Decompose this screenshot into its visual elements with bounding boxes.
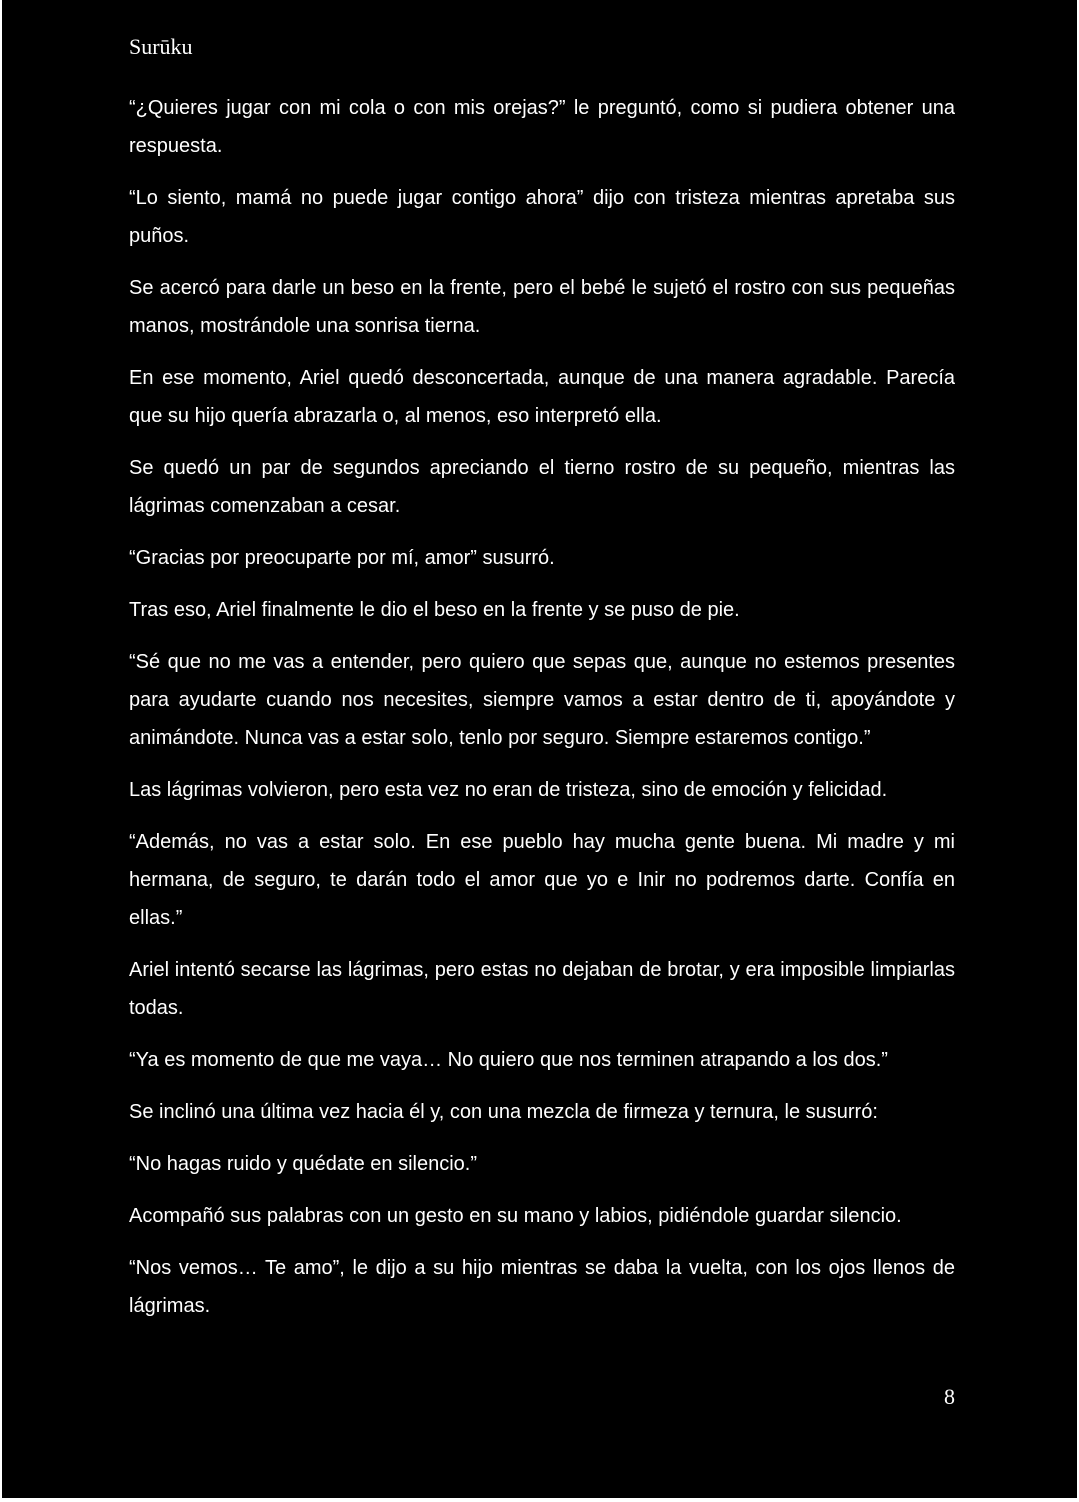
document-page: [2, 0, 1077, 1498]
paragraph: “No hagas ruido y quédate en silencio.”: [129, 1153, 477, 1175]
paragraph: Acompañó sus palabras con un gesto en su mano y labios, pidiéndole guardar silencio.: [129, 1205, 902, 1227]
paragraph: “Gracias por preocuparte por mí, amor” susurró.: [129, 547, 555, 569]
paragraph: Se acercó para darle un beso en la frente, pero el bebé le sujetó el rostro con sus pequeñas manos, mostrándole una sonrisa tierna.: [129, 277, 955, 337]
paragraph: “Lo siento, mamá no puede jugar contigo ahora” dijo con tristeza mientras apretaba sus puños.: [129, 187, 955, 247]
paragraph: “Sé que no me vas a entender, pero quiero que sepas que, aunque no estemos presentes para ayudarte cuando nos necesites, siempre vamos a estar dentro de ti, apoyándote y animándote. Nunca vas a estar solo, tenlo por seguro. Siempre estaremos contigo.”: [129, 651, 955, 749]
page-number: 8: [944, 1384, 955, 1409]
paragraph: “Nos vemos… Te amo”, le dijo a su hijo mientras se daba la vuelta, con los ojos llenos de lágrimas.: [129, 1257, 955, 1317]
paragraph: En ese momento, Ariel quedó desconcertada, aunque de una manera agradable. Parecía que su hijo quería abrazarla o, al menos, eso interpretó ella.: [129, 367, 955, 427]
paragraph: “Ya es momento de que me vaya… No quiero que nos terminen atrapando a los dos.”: [129, 1049, 888, 1071]
paragraph: Tras eso, Ariel finalmente le dio el beso en la frente y se puso de pie.: [129, 599, 740, 621]
running-header-title: Surūku: [129, 34, 193, 59]
paragraph: Ariel intentó secarse las lágrimas, pero estas no dejaban de brotar, y era imposible limpiarlas todas.: [129, 959, 955, 1019]
paragraph: Las lágrimas volvieron, pero esta vez no eran de tristeza, sino de emoción y felicidad.: [129, 779, 888, 801]
paragraph: Se inclinó una última vez hacia él y, con una mezcla de firmeza y ternura, le susurró:: [129, 1101, 878, 1123]
body-text: [129, 89, 955, 1339]
paragraph: “¿Quieres jugar con mi cola o con mis orejas?” le preguntó, como si pudiera obtener una respuesta.: [129, 97, 955, 157]
paragraph: Se quedó un par de segundos apreciando el tierno rostro de su pequeño, mientras las lágrimas comenzaban a cesar.: [129, 457, 955, 517]
paragraph: “Además, no vas a estar solo. En ese pueblo hay mucha gente buena. Mi madre y mi hermana, de seguro, te darán todo el amor que yo e Inir no podremos darte. Confía en ellas.”: [129, 831, 955, 929]
